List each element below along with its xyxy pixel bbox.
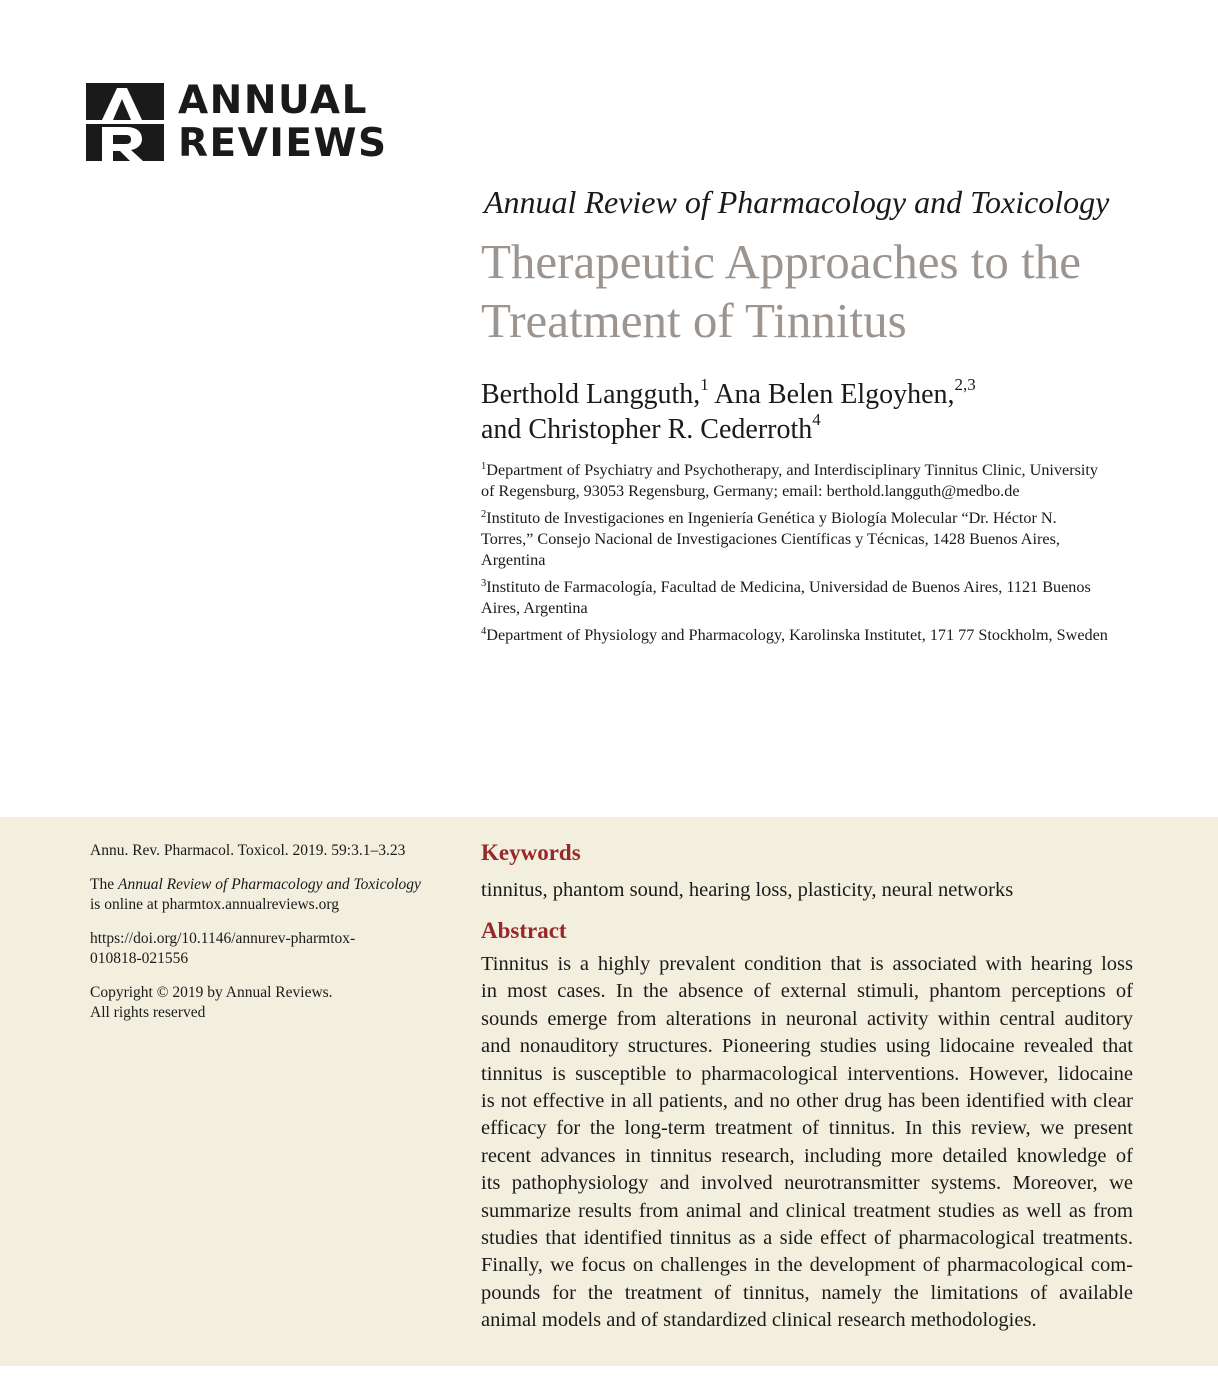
affiliation-list [481, 460, 1141, 652]
online-notice-line [90, 875, 440, 895]
affiliation-item [481, 625, 1141, 646]
abstract-line: sounds emerge from alterations in neuronal activity within central auditory [481, 1007, 1133, 1030]
author-affiliation-marker: 2,3 [954, 375, 976, 394]
author-name: Ana Belen Elgoyhen, [708, 379, 955, 410]
affiliation-line: Torres,” Consejo Nacional de Investigaciones Científicas y Técnicas, 1428 Buenos Aires, [481, 530, 1060, 548]
abstract-line: summarize results from animal and clinical treatment studies as well as from [481, 1199, 1133, 1222]
abstract-panel [0, 817, 1218, 1366]
affiliation-item [481, 460, 1141, 502]
abstract-line: is not effective in all patients, and no other drug has been identified with clear [481, 1090, 1133, 1113]
keywords-heading: Keywords [481, 840, 581, 865]
affiliation-marker: 1 [481, 461, 487, 472]
author-affiliation-marker: 1 [700, 375, 709, 394]
author-line [481, 412, 976, 447]
online-notice [90, 875, 440, 915]
affiliation-marker: 3 [481, 578, 487, 589]
online-journal-name: Annual Review of Pharmacology and Toxicology [117, 876, 421, 893]
abstract-line: Finally, we focus on challenges in the development of pharmacological com- [481, 1254, 1133, 1277]
annual-reviews-mark-icon [86, 83, 164, 161]
abstract-main [481, 837, 1133, 1335]
affiliation-item [481, 508, 1141, 571]
affiliation-marker: 2 [481, 509, 487, 520]
keywords-text: tinnitus, phantom sound, hearing loss, plasticity, neural networks [481, 879, 1014, 901]
copyright-notice [90, 983, 440, 1023]
doi-link[interactable] [90, 929, 440, 969]
abstract-text [481, 951, 1133, 1335]
abstract-line: tinnitus is susceptible to pharmacological interventions. However, lidocaine [481, 1062, 1133, 1085]
author-name: Berthold Langguth, [481, 379, 701, 410]
abstract-line: pounds for the treatment of tinnitus, namely the limitations of available [481, 1281, 1133, 1304]
doi-line[interactable]: 010818-021556 [90, 950, 189, 967]
abstract-line: Tinnitus is a highly prevalent condition that is associated with hearing loss [481, 953, 1133, 975]
title-line: Therapeutic Approaches to the [481, 234, 1082, 289]
affiliation-line [481, 508, 1141, 529]
title-line: Treatment of Tinnitus [481, 293, 907, 348]
affiliation-text: Department of Physiology and Pharmacology, Karolinska Institutet, 171 77 Stockholm, Sweden [486, 626, 1108, 644]
abstract-line: recent advances in tinnitus research, including more detailed knowledge of [481, 1144, 1133, 1167]
citation [90, 841, 440, 861]
abstract-line: efficacy for the long-term treatment of tinnitus. In this review, we present [481, 1117, 1133, 1140]
author-name: and Christopher R. Cederroth [481, 414, 813, 445]
online-prefix: The [90, 876, 118, 893]
article-title [481, 232, 1171, 350]
affiliation-marker: 4 [481, 626, 487, 637]
copyright-line: All rights reserved [90, 1004, 206, 1021]
author-list [481, 377, 976, 447]
abstract-line: in most cases. In the absence of external stimuli, phantom perceptions of [481, 980, 1133, 1003]
affiliation-line: of Regensburg, 93053 Regensburg, Germany; email: berthold.langguth@medbo.de [481, 482, 1020, 500]
affiliation-line [481, 460, 1141, 481]
author-affiliation-marker: 4 [812, 410, 821, 429]
logo-word-reviews: REVIEWS [178, 121, 388, 166]
affiliation-item [481, 577, 1141, 619]
article-info-sidebar [90, 841, 440, 1037]
citation-text: Annu. Rev. Pharmacol. Toxicol. 2019. 59:3.1–3.23 [90, 842, 406, 859]
doi-line[interactable]: https://doi.org/10.1146/annurev-pharmtox- [90, 930, 356, 947]
abstract-line: its pathophysiology and involved neurotransmitter systems. Moreover, we [481, 1172, 1133, 1195]
affiliation-line: Aires, Argentina [481, 599, 588, 617]
abstract-line: studies that identified tinnitus as a side effect of pharmacological treatments. [481, 1227, 1133, 1250]
affiliation-line [481, 577, 1141, 598]
abstract-line: and nonauditory structures. Pioneering studies using lidocaine revealed that [481, 1035, 1133, 1058]
affiliation-text: Instituto de Investigaciones en Ingeniería Genética y Biología Molecular “Dr. Héctor N. [486, 509, 1057, 527]
affiliation-line: Argentina [481, 551, 546, 569]
copyright-line: Copyright © 2019 by Annual Reviews. [90, 984, 333, 1001]
annual-reviews-logo [86, 78, 388, 166]
logo-word-annual: ANNUAL [178, 78, 368, 123]
abstract-line: animal models and of standardized clinical research methodologies. [481, 1309, 1037, 1332]
online-notice-line: is online at pharmtox.annualreviews.org [90, 896, 339, 913]
journal-name: Annual Review of Pharmacology and Toxicology [484, 184, 1110, 220]
author-line [481, 377, 976, 412]
abstract-heading: Abstract [481, 918, 567, 943]
affiliation-line [481, 625, 1141, 646]
affiliation-text: Department of Psychiatry and Psychotherapy, and Interdisciplinary Tinnitus Clinic, University [486, 461, 1098, 479]
affiliation-text: Instituto de Farmacología, Facultad de Medicina, Universidad de Buenos Aires, 1121 Buenos [486, 578, 1091, 596]
